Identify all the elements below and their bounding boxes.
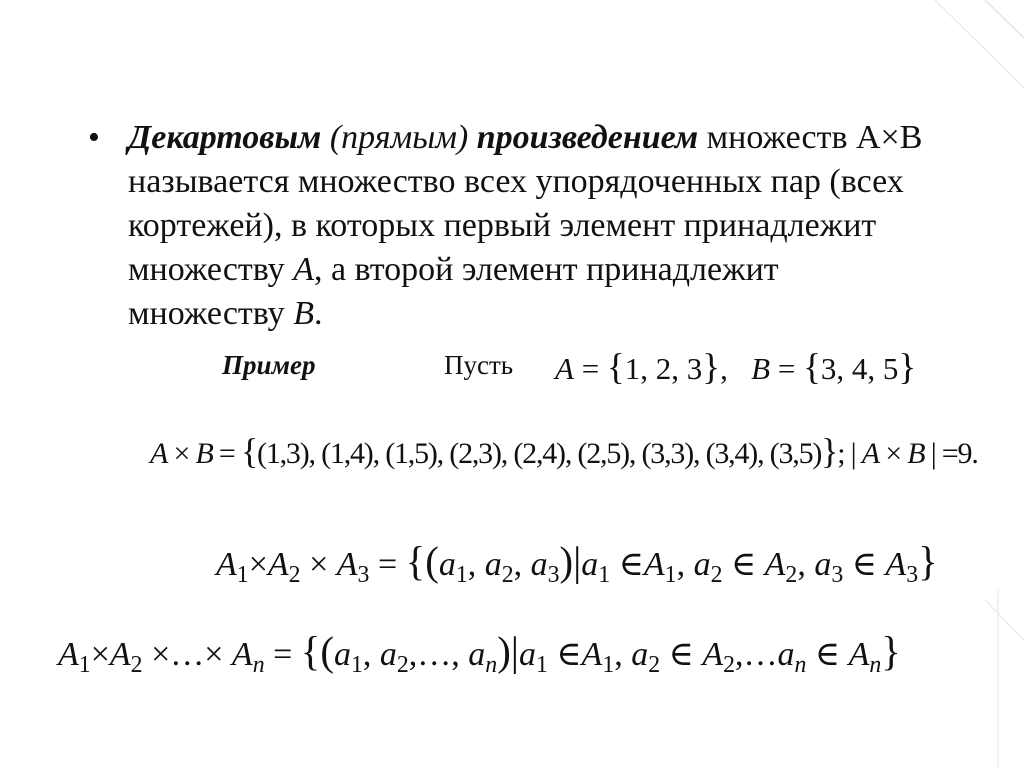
term-cartesian: Декартовым — [128, 119, 322, 156]
definition-line-5: множеству B. — [128, 295, 323, 332]
definition-text — [128, 116, 988, 336]
cartesian-product-formula: A × B = {(1,3), (1,4), (1,5), (2,3), (2,4), (2,5), (3,3), (3,4), (3,5)}; | A × B | =9. — [150, 431, 978, 471]
definition-sets: множеств А×В — [706, 119, 923, 156]
definition-line-1 — [128, 116, 988, 160]
var-a: A — [293, 251, 314, 288]
n-ary-product-formula: $A_1\times A_2$ ×…× $A_n = \{(a_1$, $a_2,\dots$, $a_n)|a_1$ $\in A_1$, $a_2$ ∈ $A_2,\dots a_n$ ∈ $A_n$} — [58, 629, 901, 679]
term-direct: (прямым) — [329, 119, 469, 156]
example-label: Пример — [222, 350, 316, 380]
example-sets-formula: A = {1, 2, 3}, B = {3, 4, 5} — [555, 347, 917, 388]
definition-line-4: множеству A, а второй элемент принадлежит — [128, 251, 779, 288]
triple-product-formula: $A_1\times A_2 \times A_3 = \{(a_1$, $a_2$, $a_3)|a_1$ $\in A_1$, $a_2$ ∈ $A_2$, $a_3$ ∈ $A_3$} — [216, 539, 938, 589]
var-b: B — [293, 295, 314, 332]
definition-line-2: называется множество всех упорядоченных пар (всех — [128, 163, 904, 200]
term-product: произведением — [476, 119, 699, 156]
example-let: Пусть — [444, 350, 514, 380]
definition-line-3: кортежей), в которых первый элемент принадлежит — [128, 207, 877, 244]
bullet-point: • — [88, 119, 100, 156]
